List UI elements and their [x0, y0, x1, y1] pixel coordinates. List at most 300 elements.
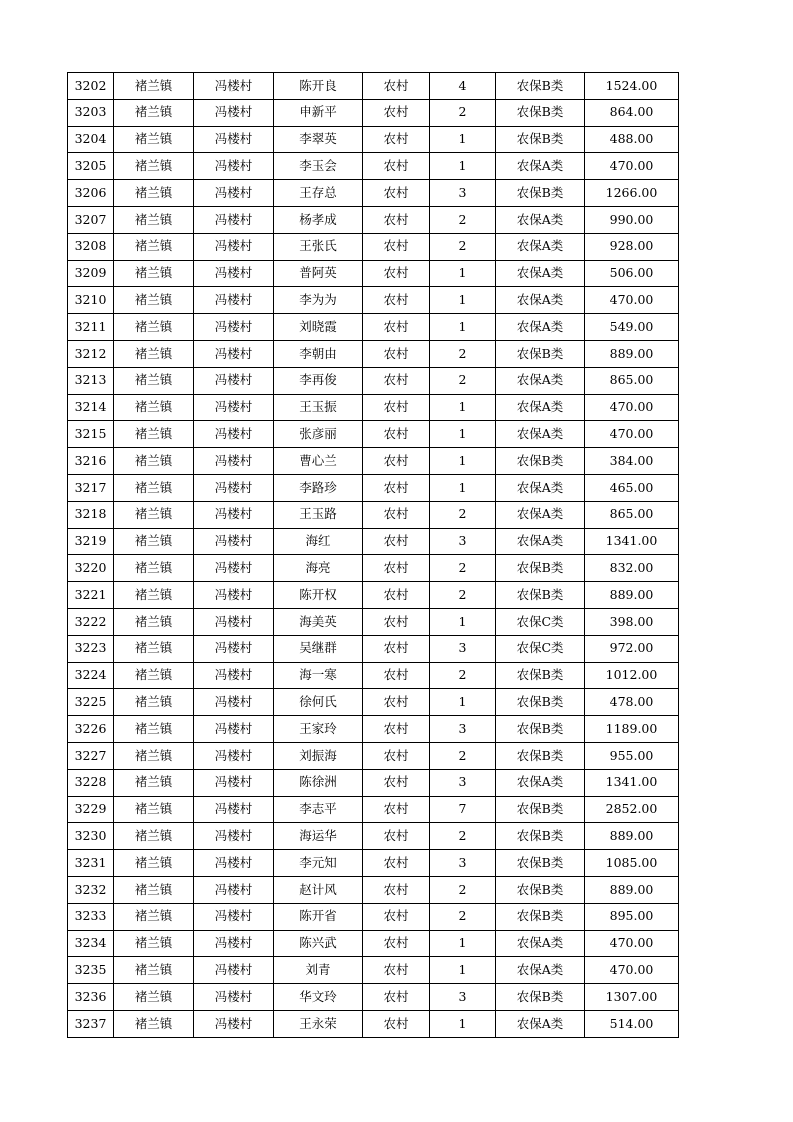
member-count-cell: 1: [430, 930, 496, 957]
table-row: [68, 662, 679, 689]
member-count-cell: 2: [430, 876, 496, 903]
category-cell: 农保A类: [496, 153, 585, 180]
table-row: [68, 528, 679, 555]
name-cell: 赵计风: [274, 876, 363, 903]
household-type-cell: 农村: [363, 528, 430, 555]
town-cell: 褚兰镇: [114, 421, 194, 448]
household-type-cell: 农村: [363, 608, 430, 635]
member-count-cell: 7: [430, 796, 496, 823]
member-count-cell: 1: [430, 474, 496, 501]
village-cell: 冯楼村: [194, 796, 274, 823]
amount-cell: 470.00: [585, 394, 679, 421]
amount-cell: 470.00: [585, 957, 679, 984]
name-cell: 海一寒: [274, 662, 363, 689]
household-type-cell: 农村: [363, 206, 430, 233]
amount-cell: 1085.00: [585, 850, 679, 877]
member-count-cell: 1: [430, 421, 496, 448]
table-row: [68, 126, 679, 153]
household-type-cell: 农村: [363, 635, 430, 662]
household-type-cell: 农村: [363, 474, 430, 501]
name-cell: 刘振海: [274, 742, 363, 769]
name-cell: 李元知: [274, 850, 363, 877]
category-cell: 农保A类: [496, 394, 585, 421]
amount-cell: 1189.00: [585, 716, 679, 743]
row-number-cell: 3202: [68, 73, 114, 100]
name-cell: 李再俊: [274, 367, 363, 394]
table-row: [68, 73, 679, 100]
row-number-cell: 3231: [68, 850, 114, 877]
household-type-cell: 农村: [363, 930, 430, 957]
town-cell: 褚兰镇: [114, 903, 194, 930]
name-cell: 海运华: [274, 823, 363, 850]
row-number-cell: 3215: [68, 421, 114, 448]
row-number-cell: 3225: [68, 689, 114, 716]
household-type-cell: 农村: [363, 689, 430, 716]
household-type-cell: 农村: [363, 662, 430, 689]
table-row: [68, 769, 679, 796]
village-cell: 冯楼村: [194, 287, 274, 314]
amount-cell: 889.00: [585, 340, 679, 367]
category-cell: 农保A类: [496, 367, 585, 394]
table-row: [68, 233, 679, 260]
amount-cell: 2852.00: [585, 796, 679, 823]
amount-cell: 1341.00: [585, 769, 679, 796]
village-cell: 冯楼村: [194, 582, 274, 609]
category-cell: 农保A类: [496, 769, 585, 796]
category-cell: 农保A类: [496, 474, 585, 501]
name-cell: 王家玲: [274, 716, 363, 743]
category-cell: 农保A类: [496, 421, 585, 448]
amount-cell: 549.00: [585, 314, 679, 341]
household-type-cell: 农村: [363, 984, 430, 1011]
category-cell: 农保B类: [496, 555, 585, 582]
town-cell: 褚兰镇: [114, 448, 194, 475]
amount-cell: 506.00: [585, 260, 679, 287]
town-cell: 褚兰镇: [114, 635, 194, 662]
household-type-cell: 农村: [363, 287, 430, 314]
town-cell: 褚兰镇: [114, 206, 194, 233]
member-count-cell: 3: [430, 180, 496, 207]
table-row: [68, 582, 679, 609]
name-cell: 陈开良: [274, 73, 363, 100]
village-cell: 冯楼村: [194, 930, 274, 957]
row-number-cell: 3209: [68, 260, 114, 287]
member-count-cell: 1: [430, 153, 496, 180]
table-row: [68, 635, 679, 662]
member-count-cell: 1: [430, 394, 496, 421]
amount-cell: 384.00: [585, 448, 679, 475]
member-count-cell: 2: [430, 233, 496, 260]
table-row: [68, 260, 679, 287]
name-cell: 徐何氏: [274, 689, 363, 716]
amount-cell: 832.00: [585, 555, 679, 582]
amount-cell: 514.00: [585, 1010, 679, 1037]
row-number-cell: 3221: [68, 582, 114, 609]
household-type-cell: 农村: [363, 555, 430, 582]
household-type-cell: 农村: [363, 1010, 430, 1037]
village-cell: 冯楼村: [194, 876, 274, 903]
category-cell: 农保B类: [496, 126, 585, 153]
row-number-cell: 3230: [68, 823, 114, 850]
household-type-cell: 农村: [363, 903, 430, 930]
category-cell: 农保B类: [496, 796, 585, 823]
table-row: [68, 180, 679, 207]
village-cell: 冯楼村: [194, 206, 274, 233]
row-number-cell: 3224: [68, 662, 114, 689]
name-cell: 华文玲: [274, 984, 363, 1011]
category-cell: 农保A类: [496, 287, 585, 314]
table-row: [68, 796, 679, 823]
category-cell: 农保B类: [496, 180, 585, 207]
town-cell: 褚兰镇: [114, 582, 194, 609]
name-cell: 李路珍: [274, 474, 363, 501]
member-count-cell: 2: [430, 340, 496, 367]
village-cell: 冯楼村: [194, 850, 274, 877]
town-cell: 褚兰镇: [114, 689, 194, 716]
household-type-cell: 农村: [363, 448, 430, 475]
table-row: [68, 957, 679, 984]
household-type-cell: 农村: [363, 180, 430, 207]
amount-cell: 972.00: [585, 635, 679, 662]
row-number-cell: 3222: [68, 608, 114, 635]
category-cell: 农保B类: [496, 823, 585, 850]
name-cell: 刘晓霞: [274, 314, 363, 341]
household-type-cell: 农村: [363, 314, 430, 341]
village-cell: 冯楼村: [194, 662, 274, 689]
row-number-cell: 3218: [68, 501, 114, 528]
member-count-cell: 2: [430, 823, 496, 850]
name-cell: 陈开省: [274, 903, 363, 930]
amount-cell: 1524.00: [585, 73, 679, 100]
category-cell: 农保A类: [496, 528, 585, 555]
name-cell: 杨孝成: [274, 206, 363, 233]
category-cell: 农保B类: [496, 903, 585, 930]
village-cell: 冯楼村: [194, 126, 274, 153]
village-cell: 冯楼村: [194, 260, 274, 287]
member-count-cell: 3: [430, 769, 496, 796]
member-count-cell: 1: [430, 608, 496, 635]
village-cell: 冯楼村: [194, 314, 274, 341]
row-number-cell: 3223: [68, 635, 114, 662]
row-number-cell: 3207: [68, 206, 114, 233]
household-type-cell: 农村: [363, 260, 430, 287]
household-type-cell: 农村: [363, 796, 430, 823]
household-type-cell: 农村: [363, 126, 430, 153]
village-cell: 冯楼村: [194, 528, 274, 555]
row-number-cell: 3212: [68, 340, 114, 367]
row-number-cell: 3211: [68, 314, 114, 341]
row-number-cell: 3213: [68, 367, 114, 394]
member-count-cell: 2: [430, 99, 496, 126]
category-cell: 农保B类: [496, 716, 585, 743]
member-count-cell: 1: [430, 957, 496, 984]
household-type-cell: 农村: [363, 823, 430, 850]
category-cell: 农保B类: [496, 984, 585, 1011]
row-number-cell: 3237: [68, 1010, 114, 1037]
name-cell: 陈开权: [274, 582, 363, 609]
household-type-cell: 农村: [363, 421, 430, 448]
village-cell: 冯楼村: [194, 153, 274, 180]
category-cell: 农保A类: [496, 233, 585, 260]
household-type-cell: 农村: [363, 340, 430, 367]
town-cell: 褚兰镇: [114, 608, 194, 635]
member-count-cell: 3: [430, 635, 496, 662]
member-count-cell: 3: [430, 528, 496, 555]
table-row: [68, 287, 679, 314]
village-cell: 冯楼村: [194, 608, 274, 635]
household-type-cell: 农村: [363, 582, 430, 609]
town-cell: 褚兰镇: [114, 984, 194, 1011]
category-cell: 农保B类: [496, 742, 585, 769]
village-cell: 冯楼村: [194, 448, 274, 475]
town-cell: 褚兰镇: [114, 99, 194, 126]
household-type-cell: 农村: [363, 73, 430, 100]
town-cell: 褚兰镇: [114, 850, 194, 877]
row-number-cell: 3204: [68, 126, 114, 153]
amount-cell: 889.00: [585, 582, 679, 609]
table-row: [68, 742, 679, 769]
name-cell: 曹心兰: [274, 448, 363, 475]
town-cell: 褚兰镇: [114, 340, 194, 367]
table-row: [68, 501, 679, 528]
name-cell: 海美英: [274, 608, 363, 635]
name-cell: 张彦丽: [274, 421, 363, 448]
table-row: [68, 340, 679, 367]
village-cell: 冯楼村: [194, 903, 274, 930]
table-body: [68, 73, 679, 1038]
town-cell: 褚兰镇: [114, 126, 194, 153]
category-cell: 农保A类: [496, 260, 585, 287]
row-number-cell: 3205: [68, 153, 114, 180]
town-cell: 褚兰镇: [114, 394, 194, 421]
row-number-cell: 3233: [68, 903, 114, 930]
town-cell: 褚兰镇: [114, 260, 194, 287]
amount-cell: 865.00: [585, 367, 679, 394]
village-cell: 冯楼村: [194, 421, 274, 448]
row-number-cell: 3203: [68, 99, 114, 126]
name-cell: 李玉会: [274, 153, 363, 180]
name-cell: 王张氏: [274, 233, 363, 260]
row-number-cell: 3206: [68, 180, 114, 207]
village-cell: 冯楼村: [194, 716, 274, 743]
table-row: [68, 394, 679, 421]
name-cell: 王玉振: [274, 394, 363, 421]
household-type-cell: 农村: [363, 876, 430, 903]
household-type-cell: 农村: [363, 153, 430, 180]
household-type-cell: 农村: [363, 367, 430, 394]
town-cell: 褚兰镇: [114, 823, 194, 850]
amount-cell: 398.00: [585, 608, 679, 635]
member-count-cell: 1: [430, 287, 496, 314]
amount-cell: 1307.00: [585, 984, 679, 1011]
town-cell: 褚兰镇: [114, 287, 194, 314]
table-row: [68, 984, 679, 1011]
village-cell: 冯楼村: [194, 501, 274, 528]
village-cell: 冯楼村: [194, 555, 274, 582]
member-count-cell: 2: [430, 903, 496, 930]
village-cell: 冯楼村: [194, 823, 274, 850]
category-cell: 农保C类: [496, 635, 585, 662]
town-cell: 褚兰镇: [114, 233, 194, 260]
household-type-cell: 农村: [363, 957, 430, 984]
category-cell: 农保A类: [496, 930, 585, 957]
row-number-cell: 3219: [68, 528, 114, 555]
table-row: [68, 367, 679, 394]
category-cell: 农保A类: [496, 501, 585, 528]
village-cell: 冯楼村: [194, 957, 274, 984]
village-cell: 冯楼村: [194, 180, 274, 207]
amount-cell: 1341.00: [585, 528, 679, 555]
village-cell: 冯楼村: [194, 233, 274, 260]
household-type-cell: 农村: [363, 769, 430, 796]
village-cell: 冯楼村: [194, 367, 274, 394]
village-cell: 冯楼村: [194, 984, 274, 1011]
table-row: [68, 421, 679, 448]
town-cell: 褚兰镇: [114, 314, 194, 341]
name-cell: 海亮: [274, 555, 363, 582]
member-count-cell: 2: [430, 367, 496, 394]
amount-cell: 1012.00: [585, 662, 679, 689]
village-cell: 冯楼村: [194, 1010, 274, 1037]
town-cell: 褚兰镇: [114, 367, 194, 394]
member-count-cell: 2: [430, 662, 496, 689]
amount-cell: 478.00: [585, 689, 679, 716]
amount-cell: 865.00: [585, 501, 679, 528]
village-cell: 冯楼村: [194, 474, 274, 501]
name-cell: 陈徐洲: [274, 769, 363, 796]
amount-cell: 470.00: [585, 930, 679, 957]
table-row: [68, 314, 679, 341]
row-number-cell: 3234: [68, 930, 114, 957]
town-cell: 褚兰镇: [114, 716, 194, 743]
row-number-cell: 3227: [68, 742, 114, 769]
row-number-cell: 3210: [68, 287, 114, 314]
member-count-cell: 2: [430, 555, 496, 582]
name-cell: 吴继群: [274, 635, 363, 662]
name-cell: 李翠英: [274, 126, 363, 153]
village-cell: 冯楼村: [194, 689, 274, 716]
amount-cell: 864.00: [585, 99, 679, 126]
village-cell: 冯楼村: [194, 73, 274, 100]
town-cell: 褚兰镇: [114, 769, 194, 796]
row-number-cell: 3208: [68, 233, 114, 260]
town-cell: 褚兰镇: [114, 474, 194, 501]
table-row: [68, 206, 679, 233]
name-cell: 王存总: [274, 180, 363, 207]
row-number-cell: 3214: [68, 394, 114, 421]
category-cell: 农保B类: [496, 582, 585, 609]
row-number-cell: 3232: [68, 876, 114, 903]
amount-cell: 889.00: [585, 823, 679, 850]
category-cell: 农保A类: [496, 1010, 585, 1037]
row-number-cell: 3236: [68, 984, 114, 1011]
member-count-cell: 1: [430, 314, 496, 341]
table-row: [68, 153, 679, 180]
amount-cell: 1266.00: [585, 180, 679, 207]
town-cell: 褚兰镇: [114, 1010, 194, 1037]
town-cell: 褚兰镇: [114, 876, 194, 903]
village-cell: 冯楼村: [194, 99, 274, 126]
row-number-cell: 3226: [68, 716, 114, 743]
town-cell: 褚兰镇: [114, 957, 194, 984]
row-number-cell: 3216: [68, 448, 114, 475]
row-number-cell: 3220: [68, 555, 114, 582]
amount-cell: 470.00: [585, 153, 679, 180]
category-cell: 农保A类: [496, 206, 585, 233]
member-count-cell: 1: [430, 1010, 496, 1037]
household-type-cell: 农村: [363, 716, 430, 743]
amount-cell: 990.00: [585, 206, 679, 233]
category-cell: 农保B类: [496, 73, 585, 100]
household-type-cell: 农村: [363, 850, 430, 877]
table-row: [68, 716, 679, 743]
member-count-cell: 3: [430, 850, 496, 877]
member-count-cell: 2: [430, 742, 496, 769]
table-row: [68, 99, 679, 126]
member-count-cell: 3: [430, 984, 496, 1011]
row-number-cell: 3228: [68, 769, 114, 796]
town-cell: 褚兰镇: [114, 930, 194, 957]
name-cell: 刘青: [274, 957, 363, 984]
table-row: [68, 1010, 679, 1037]
member-count-cell: 1: [430, 448, 496, 475]
table-row: [68, 903, 679, 930]
category-cell: 农保B类: [496, 448, 585, 475]
town-cell: 褚兰镇: [114, 742, 194, 769]
category-cell: 农保A类: [496, 314, 585, 341]
town-cell: 褚兰镇: [114, 501, 194, 528]
category-cell: 农保B类: [496, 662, 585, 689]
table-row: [68, 930, 679, 957]
town-cell: 褚兰镇: [114, 73, 194, 100]
table-row: [68, 689, 679, 716]
amount-cell: 928.00: [585, 233, 679, 260]
table-row: [68, 555, 679, 582]
name-cell: 普阿英: [274, 260, 363, 287]
member-count-cell: 1: [430, 126, 496, 153]
town-cell: 褚兰镇: [114, 153, 194, 180]
category-cell: 农保B类: [496, 340, 585, 367]
row-number-cell: 3217: [68, 474, 114, 501]
amount-cell: 488.00: [585, 126, 679, 153]
amount-cell: 470.00: [585, 287, 679, 314]
name-cell: 李志平: [274, 796, 363, 823]
village-cell: 冯楼村: [194, 635, 274, 662]
table-row: [68, 474, 679, 501]
member-count-cell: 4: [430, 73, 496, 100]
category-cell: 农保B类: [496, 850, 585, 877]
household-type-cell: 农村: [363, 233, 430, 260]
name-cell: 王永荣: [274, 1010, 363, 1037]
category-cell: 农保B类: [496, 99, 585, 126]
town-cell: 褚兰镇: [114, 796, 194, 823]
village-cell: 冯楼村: [194, 340, 274, 367]
amount-cell: 465.00: [585, 474, 679, 501]
town-cell: 褚兰镇: [114, 662, 194, 689]
category-cell: 农保B类: [496, 876, 585, 903]
household-type-cell: 农村: [363, 742, 430, 769]
village-cell: 冯楼村: [194, 769, 274, 796]
table-row: [68, 608, 679, 635]
amount-cell: 470.00: [585, 421, 679, 448]
table-row: [68, 448, 679, 475]
table-row: [68, 823, 679, 850]
name-cell: 海红: [274, 528, 363, 555]
member-count-cell: 2: [430, 501, 496, 528]
town-cell: 褚兰镇: [114, 528, 194, 555]
village-cell: 冯楼村: [194, 394, 274, 421]
town-cell: 褚兰镇: [114, 555, 194, 582]
